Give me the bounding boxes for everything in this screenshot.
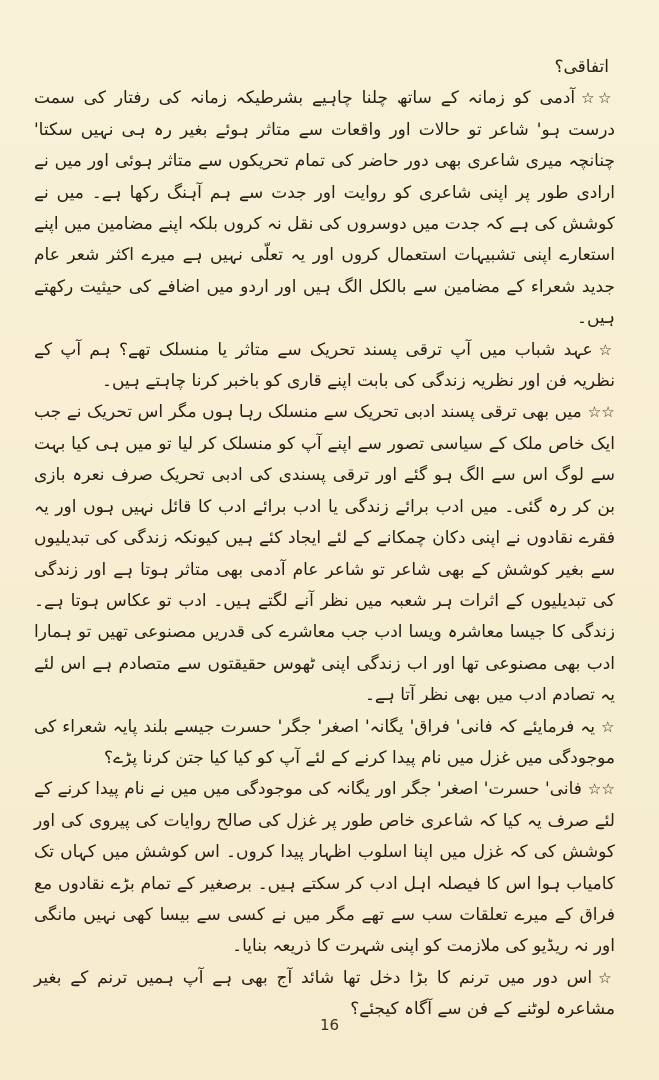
star-marker: ☆☆ — [587, 780, 615, 799]
paragraph-text: فانی' حسرت' اصغر' جگر اور یگانہ کی موجودگی میں میں نے نام پیدا کرنے کے لئے صرف یہ کیا کہ شاعری خاص طور پر غزل کی صالح روایات کی پیروی کی اور کوشش کی کہ غزل میں اپنا اسلوب اظہار پیدا کروں۔ اس کوشش میں کہاں تک کامیاب ہوا اس کا فیصلہ اہل ادب کر سکتے ہیں۔ برصغیر کے تمام بڑے نقادوں مع فراق کے میرے تعلقات سب سے تھے مگر میں نے کسی سے بیسا کھی نہیں مانگی اور نہ ریڈیو کی ملازمت کو اپنی شہرت کا ذریعہ بنایا۔ — [34, 779, 615, 957]
star-marker: ☆ — [600, 717, 615, 736]
paragraph — [34, 335, 615, 398]
paragraph — [34, 52, 615, 83]
paragraph-text: یہ فرمایئے کہ فانی' فراق' یگانہ' اصغر' جگر' حسرت جیسے بلند پایہ شعراء کی موجودگی میں غزل میں نام پیدا کرنے کے لئے آپ کو کیا کیا جتن کرنا پڑے؟ — [34, 716, 615, 768]
paragraph — [34, 774, 615, 962]
star-marker: ☆ — [598, 340, 616, 359]
paragraph — [34, 397, 615, 711]
page-body — [34, 52, 615, 1026]
paragraph-text: میں بھی ترقی پسند ادبی تحریک سے منسلک رہا ہوں مگر اس تحریک نے جب ایک خاص ملک کے سیاسی تصور سے اپنے آپ کو منسلک کر لیا تو میں ہی کیا بہت سے لوگ اس سے الگ ہو گئے اور ترقی پسندی کی ادبی تحریک صرف نعرہ بازی بن کر رہ گئی۔ میں ادب برائے زندگی یا ادب برائے ادب کا قائل نہیں ہوں اور یہ فقرے نقادوں نے اپنی دکان چمکانے کے لئے ایجاد کئے ہیں کیونکہ زندگی کی تبدیلیوں سے بغیر کوشش کے بھی شاعر تو شاعر عام آدمی بھی متاثر ہوتا ہے اور زندگی کی تبدیلیوں کے اثرات ہر شعبہ میں نظر آنے لگتے ہیں۔ ادب تو عکاس ہوتا ہے۔ زندگی کا جیسا معاشرہ ویسا ادب جب معاشرے کی قدریں مصنوعی تھیں تو ہمارا ادب بھی مصنوعی تھا اور اب زندگی اپنی ٹھوس حقیقتوں سے متصادم ہے اس لئے یہ تصادم ادب میں بھی نظر آتا ہے۔ — [34, 402, 615, 706]
paragraph-text: اس دور میں ترنم کا بڑا دخل تھا شائد آج بھی ہے آپ ہمیں ترنم کے بغیر مشاعرہ لوٹنے کے فن سے آگاہ کیجئے؟ — [34, 967, 615, 1020]
star-marker: ☆☆ — [581, 89, 615, 108]
star-marker: ☆ — [598, 968, 615, 987]
paragraph-text: آدمی کو زمانہ کے ساتھ چلنا چاہیے بشرطیکہ زمانہ کی رفتار کی سمت درست ہو' شاعر تو حالات اور واقعات سے متاثر ہوئے بغیر رہ ہی نہیں سکتا' چنانچہ میری شاعری بھی دور حاضر کی تمام تحریکوں سے متاثر ہوئی اور میں نے ارادی طور پر اپنی شاعری کو روایت اور جدت سے ہم آہنگ رکھا ہے۔ میں نے کوشش کی ہے کہ جدت میں دوسروں کی نقل نہ کروں بلکہ اپنے مضامین میں اپنے استعارے اپنی تشبیہات استعمال کروں اور یہ تعلّی نہیں ہے میرے اکثر شعر عام جدید شعراء کے مضامین سے بالکل الگ ہیں اور اردو میں اضافے کی حیثیت رکھتے ہیں۔ — [34, 88, 615, 329]
paragraph-text: عہد شباب میں آپ ترقی پسند تحریک سے متاثر یا منسلک تھے؟ ہم آپ کے نظریہ فن اور نظریہ زندگی کی بابت اپنے قاری کو باخبر کرنا چاہتے ہیں۔ — [34, 339, 615, 392]
paragraph — [34, 712, 615, 775]
paragraph — [34, 83, 615, 334]
star-marker: ☆☆ — [587, 403, 615, 422]
paragraph-text: اتفاقی؟ — [554, 57, 609, 77]
page-number: 16 — [319, 1016, 340, 1034]
